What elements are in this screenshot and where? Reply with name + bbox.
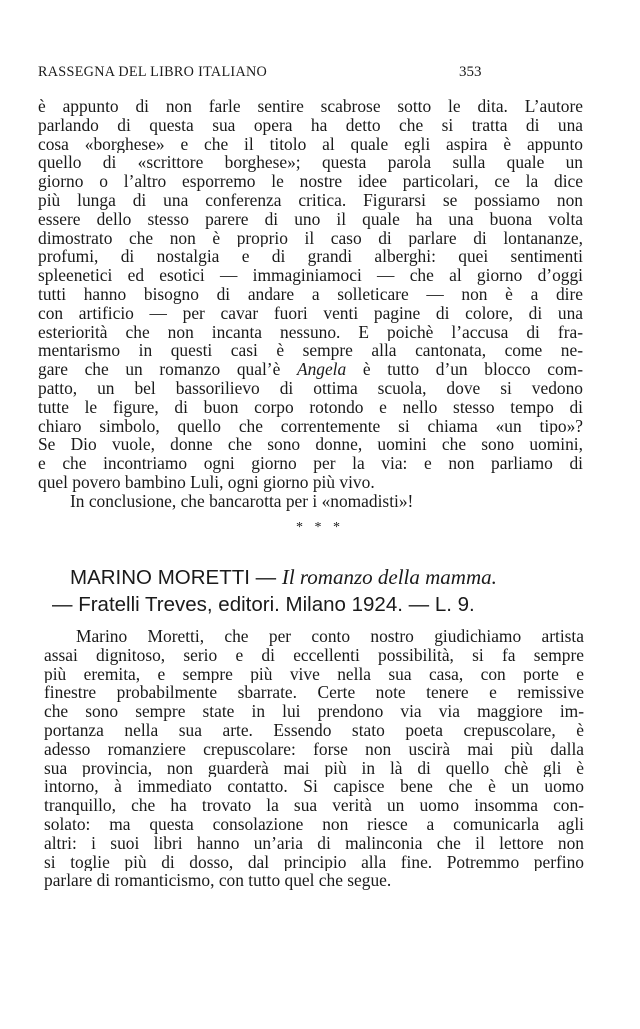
text-line: tutti hanno bisogno di andare a solleticare — non è a dire bbox=[38, 284, 583, 304]
text-line: è appunto di non farle sentire scabrose sotto le dita. L’autore bbox=[38, 97, 583, 116]
text-line: sua provincia, non guarderà mai più in là di quello chè gli è bbox=[44, 758, 584, 778]
text-line: più lunga di una conferenza critica. Figurarsi se possiamo non bbox=[38, 190, 583, 210]
text-line: assai dignitoso, serio e di eccellenti possibilità, si fa sempre bbox=[44, 645, 584, 665]
text-line: tranquillo, che ha trovato la sua verità un uomo insomma con- bbox=[44, 796, 584, 815]
review-author: MARINO MORETTI — bbox=[70, 566, 282, 589]
page-number: 353 bbox=[459, 64, 482, 80]
review-paragraph bbox=[44, 627, 584, 890]
text-line: spleenetici ed esotici — immaginiamoci — che al giorno d’oggi bbox=[38, 266, 583, 285]
text-line: quello di «scrittore borghese»; questa parola sulla quale un bbox=[38, 153, 583, 173]
text-line: che sono sempre state in lui prendono via via maggiore im- bbox=[44, 702, 584, 721]
text-line: altri: i suoi libri hanno un’aria di malinconia che il lettore non bbox=[44, 833, 584, 853]
text-line: e che incontriamo ogni giorno per la via: e non parliamo di bbox=[38, 454, 583, 473]
text-segment: è tutto d’un blocco com- bbox=[346, 360, 583, 379]
text-line: dimostrato che non è proprio il caso di parlare di lontananze, bbox=[38, 228, 583, 248]
review-book-title: Il romanzo della mamma. bbox=[281, 565, 497, 589]
text-line: giorno o l’altro esporremo le nostre idee particolari, ce la dice bbox=[38, 172, 583, 191]
text-line: parlare di romanticismo, con tutto quel che segue. bbox=[44, 871, 392, 891]
text-line bbox=[38, 360, 583, 379]
text-line: adesso romanziere crepuscolare: forse non uscirà mai più dalla bbox=[44, 739, 584, 759]
review-publisher: — Fratelli Treves, editori. Milano 1924. — L. 9. bbox=[52, 593, 475, 616]
text-line: esteriorità che non incanta nessuno. E poichè l’accusa di fra- bbox=[38, 322, 583, 342]
text-line: chiaro simbolo, quello che correntemente si chiama «un tipo»? bbox=[38, 416, 583, 436]
text-line: si toglie più di dosso, dal principio alla fine. Potremmo perfino bbox=[44, 852, 584, 872]
text-line: mentarismo in questi casi è sempre alla cantonata, come ne- bbox=[38, 341, 583, 361]
paragraph-continued bbox=[38, 97, 583, 511]
text-line: finestre probabilmente sbarrate. Certe note tenere e remissive bbox=[44, 683, 584, 703]
text-line: In conclusione, che bancarotta per i «nomadisti»! bbox=[70, 491, 414, 511]
text-line: parlando di questa sua opera ha detto che si tratta di una bbox=[38, 115, 583, 135]
text-line: Se Dio vuole, donne che sono donne, uomini che sono uomini, bbox=[38, 435, 583, 455]
text-line: essere dello stesso parere di uno il quale ha una buona volta bbox=[38, 209, 583, 229]
text-line: più eremita, e sempre più vive nella sua casa, con porte e bbox=[44, 664, 584, 684]
text-line: con artificio — per cavar fuori venti pagine di colore, di una bbox=[38, 303, 583, 323]
section-separator: * * * bbox=[296, 520, 344, 535]
text-line: portanza nella sua arte. Essendo stato poeta crepuscolare, è bbox=[44, 720, 584, 740]
text-segment: gare che un romanzo qual’è bbox=[38, 360, 297, 379]
text-line: cosa «borghese» e che il titolo al quale egli aspira è appunto bbox=[38, 134, 583, 154]
book-title-angela: Angela bbox=[296, 360, 347, 379]
text-line: intorno, à immediato contatto. Si capisce bene che è un uomo bbox=[44, 777, 584, 797]
text-line: tutte le figure, di buon corpo rotondo e nello stesso tempo di bbox=[38, 397, 583, 417]
text-line: quel povero bambino Luli, ogni giorno più vivo. bbox=[38, 472, 375, 492]
text-line: patto, un bel bassorilievo di ottima scuola, dove si vedono bbox=[38, 378, 583, 398]
running-title: RASSEGNA DEL LIBRO ITALIANO bbox=[38, 64, 268, 80]
text-line: profumi, di nostalgia e di grandi alberghi: quei sentimenti bbox=[38, 247, 583, 267]
text-line: solato: ma questa consolazione non riesce a comunicarla agli bbox=[44, 814, 584, 834]
review-heading bbox=[70, 565, 580, 590]
text-line: Marino Moretti, che per conto nostro giudichiamo artista bbox=[76, 627, 584, 646]
